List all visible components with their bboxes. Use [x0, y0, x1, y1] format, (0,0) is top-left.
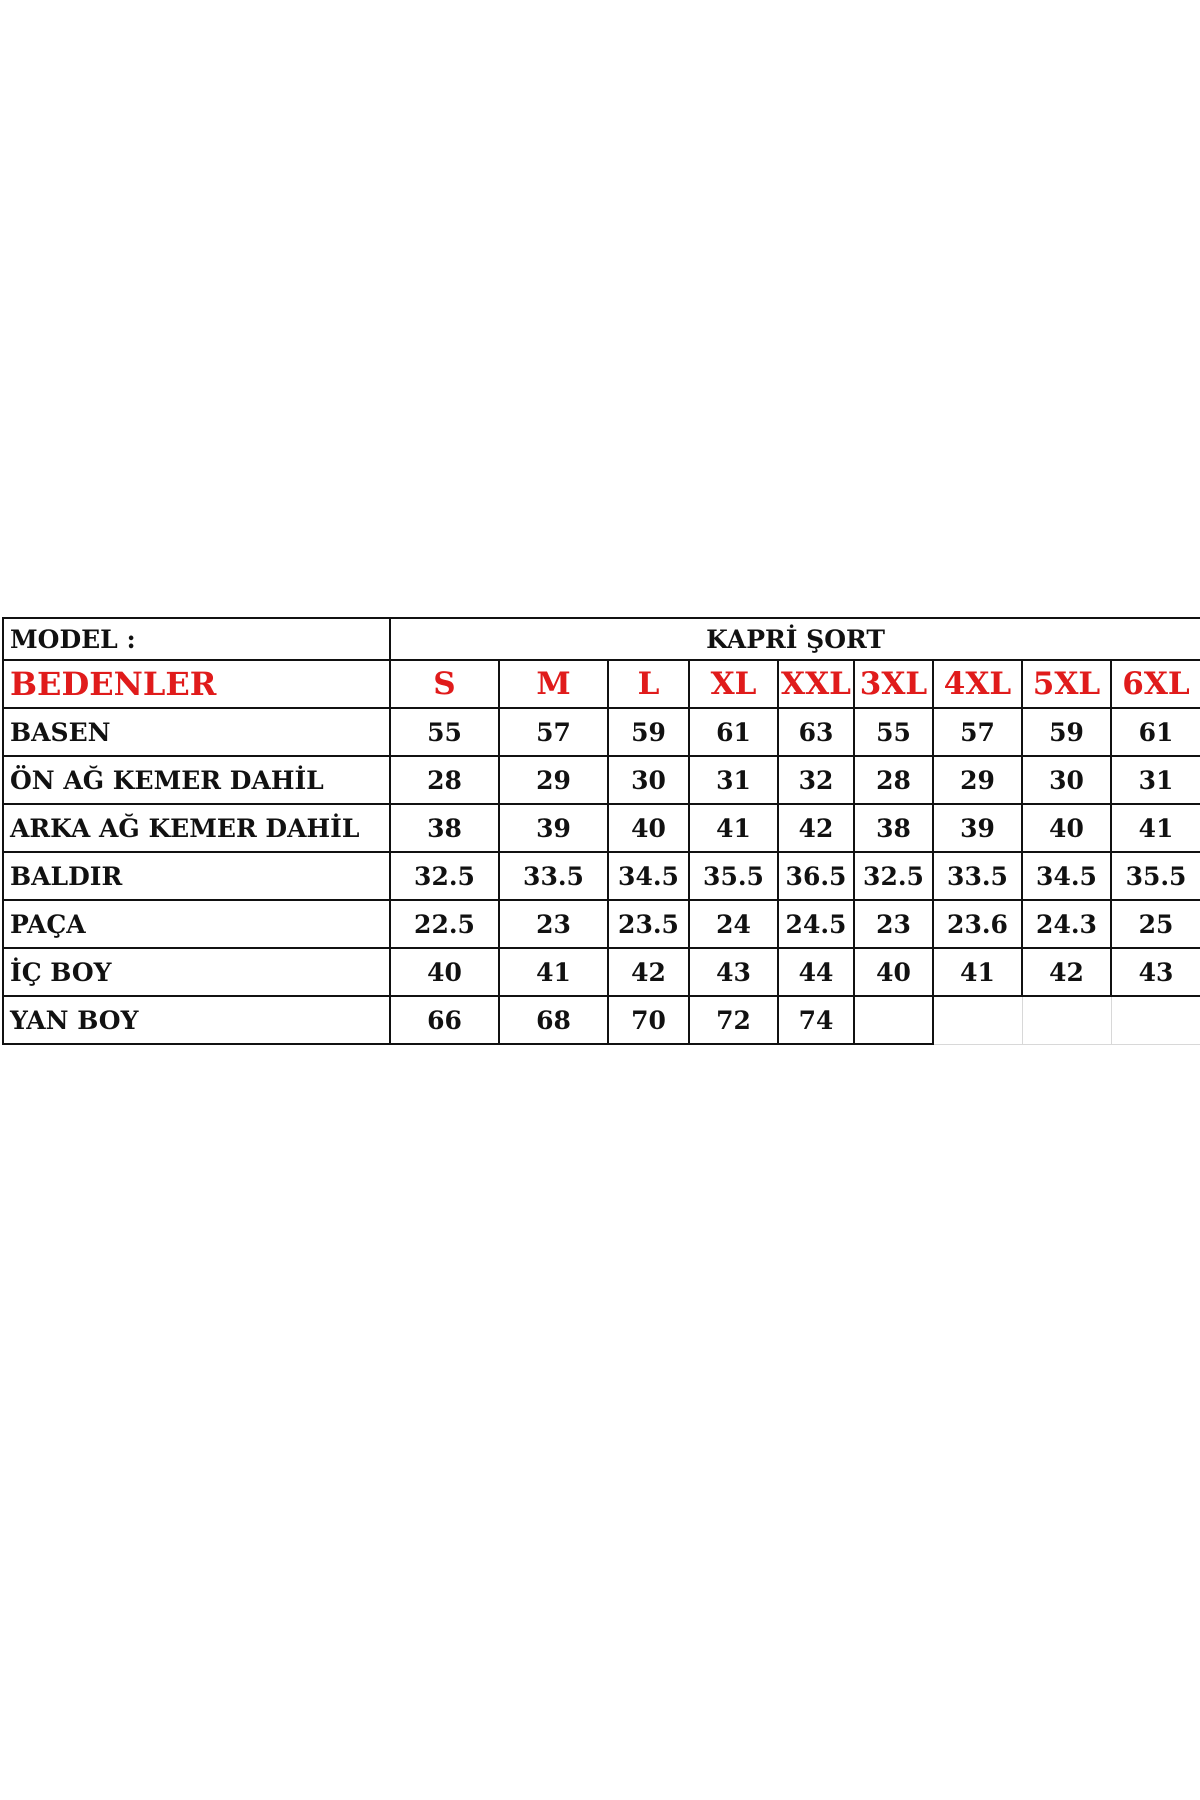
row-label: YAN BOY [3, 996, 390, 1044]
table-cell: 30 [608, 756, 689, 804]
size-header-l: L [608, 660, 689, 708]
table-cell: 33.5 [933, 852, 1022, 900]
size-header-xxl: XXL [778, 660, 854, 708]
row-label: BALDIR [3, 852, 390, 900]
table-cell: 63 [778, 708, 854, 756]
table-cell: 24.5 [778, 900, 854, 948]
table-cell: 23 [854, 900, 933, 948]
size-header-6xl: 6XL [1111, 660, 1200, 708]
empty-cell [933, 996, 1022, 1044]
size-header-s: S [390, 660, 499, 708]
table-cell: 40 [390, 948, 499, 996]
table-cell: 40 [608, 804, 689, 852]
table-cell: 24.3 [1022, 900, 1111, 948]
table-cell: 57 [499, 708, 608, 756]
table-cell: 57 [933, 708, 1022, 756]
table-cell: 28 [390, 756, 499, 804]
table-cell: 59 [1022, 708, 1111, 756]
table-cell: 43 [1111, 948, 1200, 996]
table-cell: 33.5 [499, 852, 608, 900]
table-cell: 42 [778, 804, 854, 852]
table-cell: 43 [689, 948, 778, 996]
table-cell: 23 [499, 900, 608, 948]
size-header-4xl: 4XL [933, 660, 1022, 708]
table-cell: 23.5 [608, 900, 689, 948]
table-cell: 39 [499, 804, 608, 852]
row-label: ÖN AĞ KEMER DAHİL [3, 756, 390, 804]
table-cell: 55 [854, 708, 933, 756]
table-cell: 32.5 [390, 852, 499, 900]
table-row [3, 756, 1200, 804]
size-header-3xl: 3XL [854, 660, 933, 708]
size-header-xl: XL [689, 660, 778, 708]
table-cell: 35.5 [689, 852, 778, 900]
table-cell: 24 [689, 900, 778, 948]
table-cell: 41 [499, 948, 608, 996]
table-cell: 40 [1022, 804, 1111, 852]
size-header-m: M [499, 660, 608, 708]
table-cell: 59 [608, 708, 689, 756]
table-cell: 32.5 [854, 852, 933, 900]
table-row [3, 804, 1200, 852]
table-cell: 29 [499, 756, 608, 804]
table-cell: 28 [854, 756, 933, 804]
table-cell: 38 [390, 804, 499, 852]
sizes-label: BEDENLER [3, 660, 390, 708]
table-cell: 44 [778, 948, 854, 996]
row-label: İÇ BOY [3, 948, 390, 996]
sizes-header-row [3, 660, 1200, 708]
table-cell: 36.5 [778, 852, 854, 900]
model-label: MODEL : [3, 618, 390, 660]
table-row [3, 852, 1200, 900]
table-cell: 72 [689, 996, 778, 1044]
table-cell: 42 [1022, 948, 1111, 996]
table-cell: 31 [689, 756, 778, 804]
table-cell: 61 [689, 708, 778, 756]
table-cell: 40 [854, 948, 933, 996]
table-cell: 70 [608, 996, 689, 1044]
size-header-5xl: 5XL [1022, 660, 1111, 708]
table-cell: 31 [1111, 756, 1200, 804]
table-cell: 32 [778, 756, 854, 804]
table-cell: 74 [778, 996, 854, 1044]
table-row [3, 900, 1200, 948]
table-cell: 55 [390, 708, 499, 756]
row-label: BASEN [3, 708, 390, 756]
empty-cell [1111, 996, 1200, 1044]
row-label: ARKA AĞ KEMER DAHİL [3, 804, 390, 852]
table-cell: 35.5 [1111, 852, 1200, 900]
table-cell [854, 996, 933, 1044]
table-cell: 41 [933, 948, 1022, 996]
table-cell: 29 [933, 756, 1022, 804]
table-cell: 39 [933, 804, 1022, 852]
model-row [3, 618, 1200, 660]
table-cell: 41 [1111, 804, 1200, 852]
table-row [3, 708, 1200, 756]
table-cell: 41 [689, 804, 778, 852]
table-cell: 34.5 [608, 852, 689, 900]
table-cell: 34.5 [1022, 852, 1111, 900]
empty-cell [1022, 996, 1111, 1044]
table-cell: 25 [1111, 900, 1200, 948]
table-cell: 66 [390, 996, 499, 1044]
size-chart-table [2, 617, 1200, 1045]
table-row [3, 996, 1200, 1044]
table-cell: 22.5 [390, 900, 499, 948]
table-cell: 68 [499, 996, 608, 1044]
row-label: PAÇA [3, 900, 390, 948]
table-cell: 30 [1022, 756, 1111, 804]
product-name: KAPRİ ŞORT [390, 618, 1200, 660]
table-cell: 61 [1111, 708, 1200, 756]
table-cell: 23.6 [933, 900, 1022, 948]
table-cell: 38 [854, 804, 933, 852]
table-row [3, 948, 1200, 996]
table-cell: 42 [608, 948, 689, 996]
